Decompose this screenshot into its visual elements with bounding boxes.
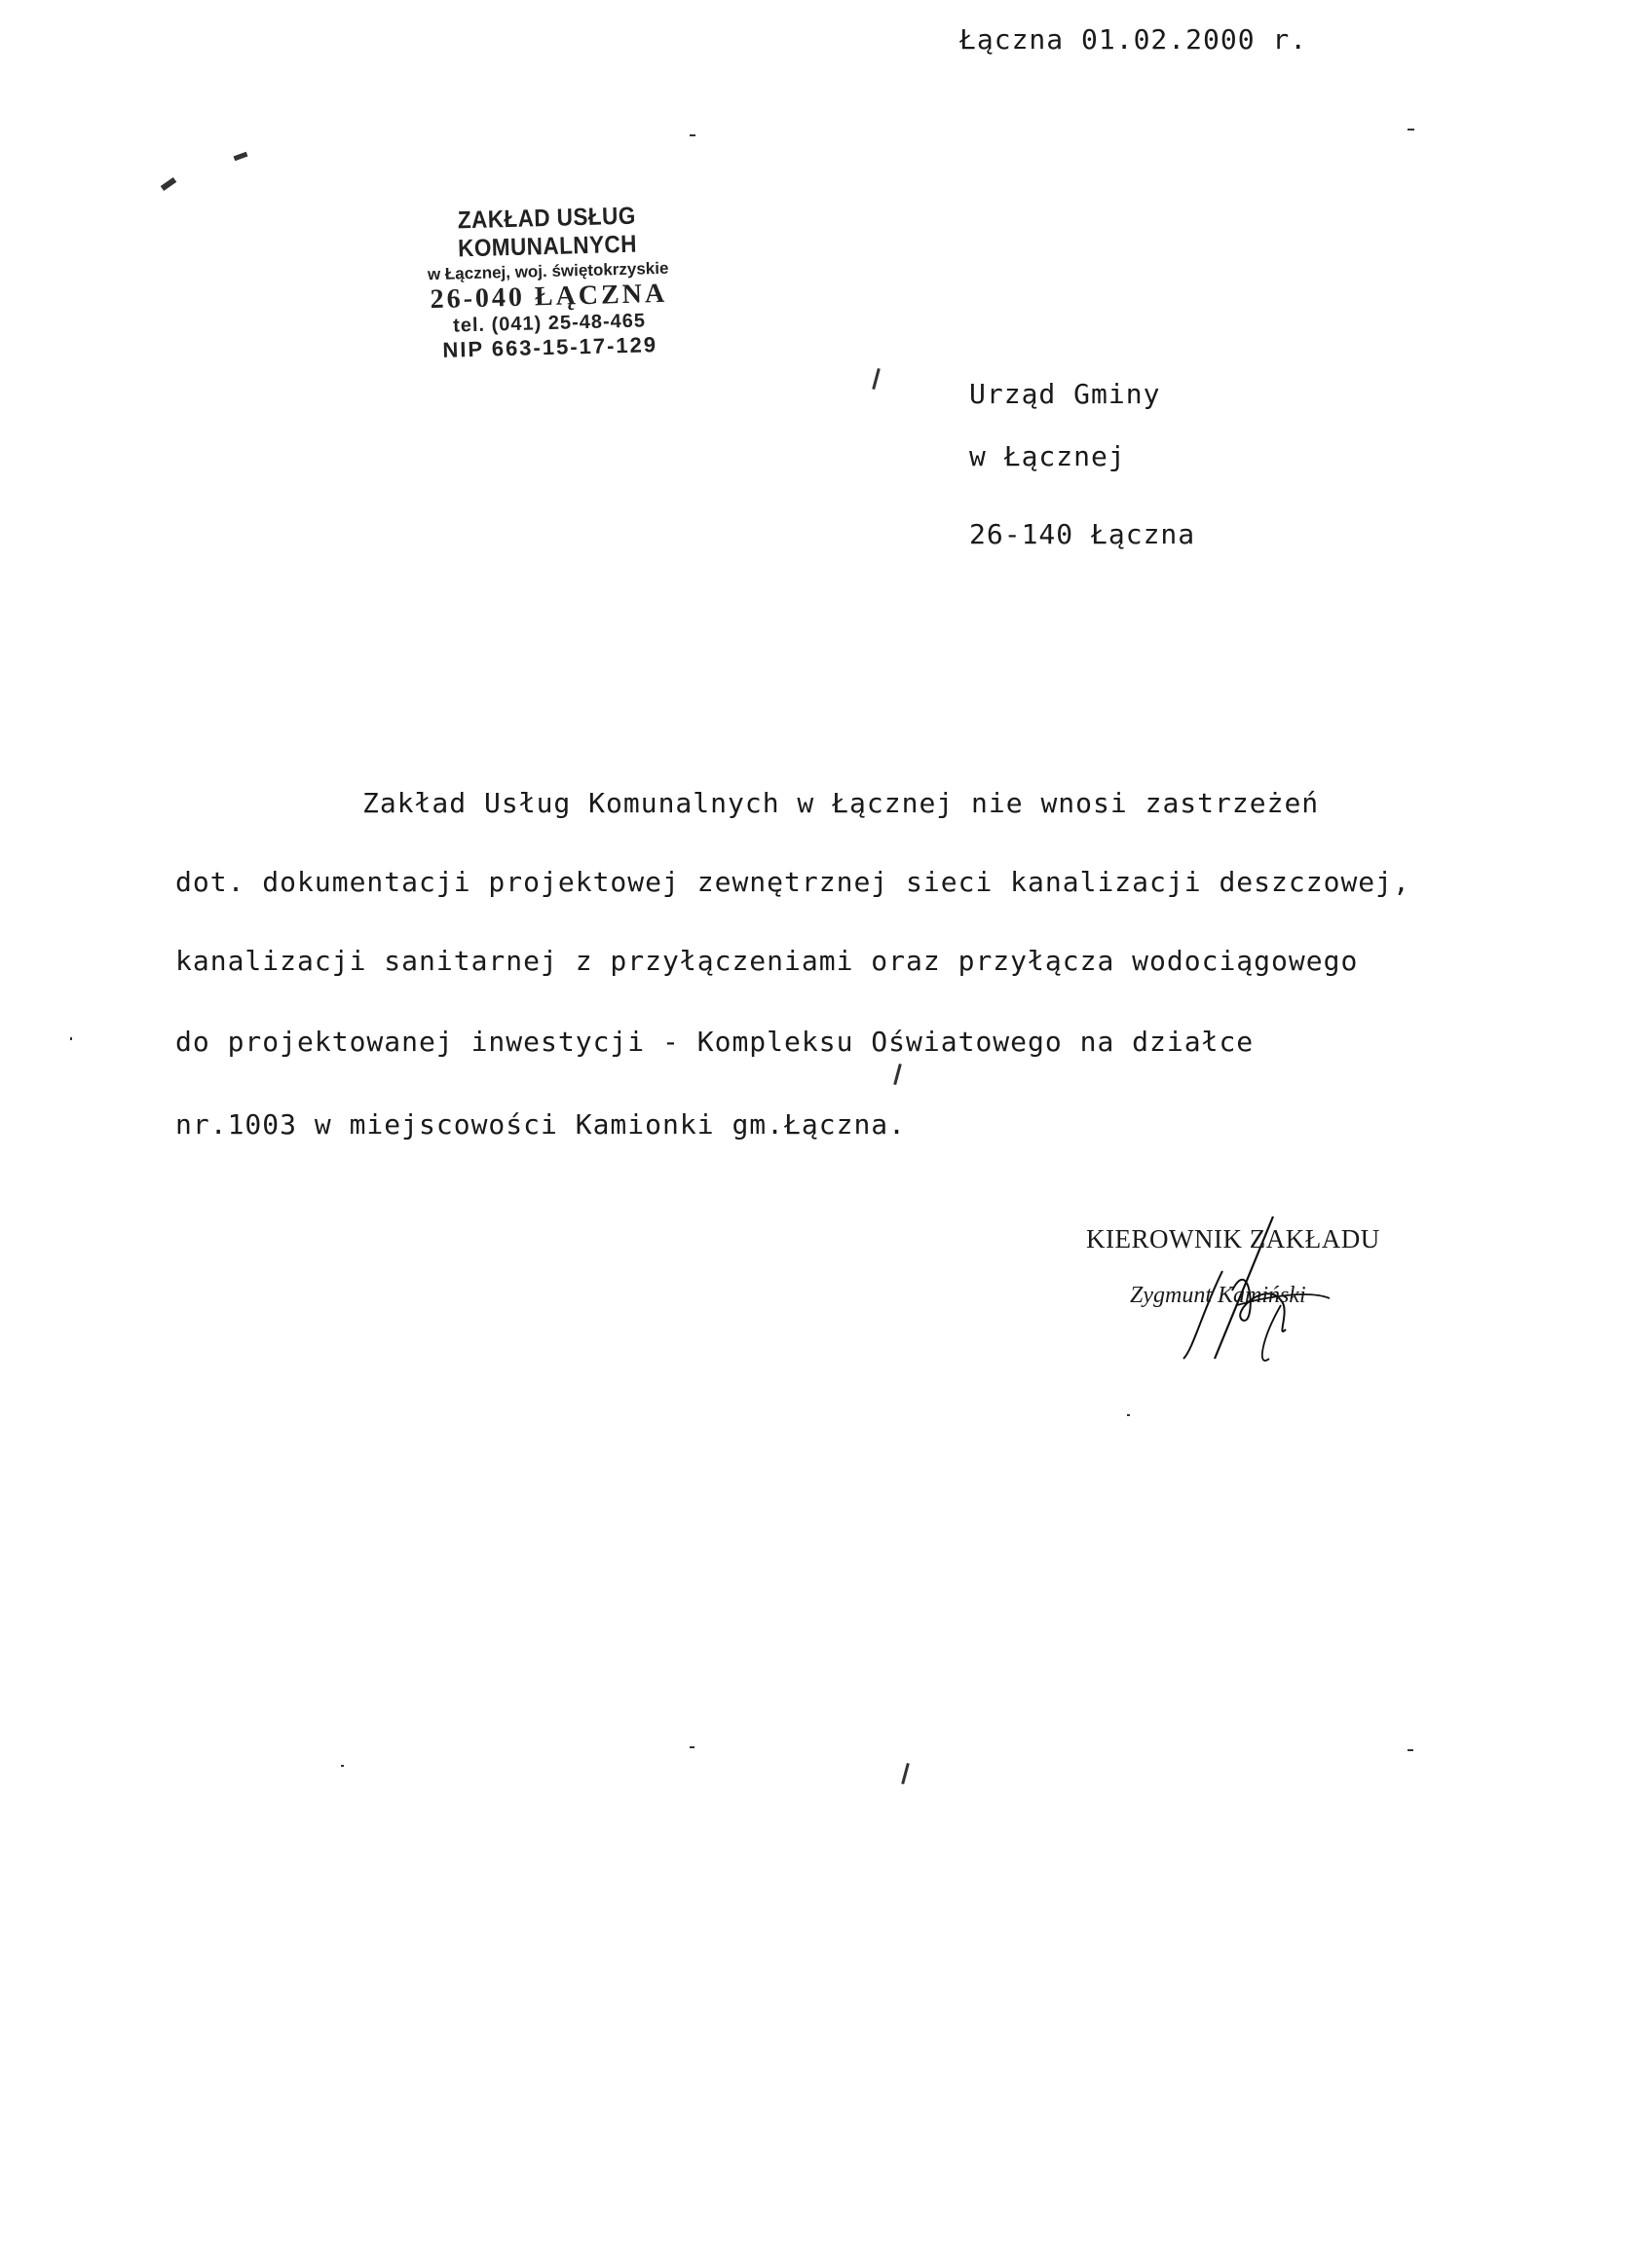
company-stamp (357, 200, 740, 365)
scan-mark (70, 1037, 72, 1040)
scan-mark (872, 368, 881, 390)
body-line-2: dot. dokumentacji projektowej zewnętrznej sieci kanalizacji deszczowej, (175, 866, 1410, 898)
scan-mark (1408, 1749, 1413, 1751)
stamp-postal-code: 26-040 ŁĄCZNA (430, 278, 668, 316)
handwritten-signature (1086, 1213, 1437, 1378)
recipient-line-1: Urząd Gminy (969, 378, 1161, 410)
body-line-3: kanalizacji sanitarnej z przyłączeniami oraz przyłącza wodociągowego (175, 945, 1359, 977)
stamp-nip: NIP 663-15-17-129 (442, 332, 658, 362)
scan-mark (341, 1765, 344, 1767)
date-line: Łączna 01.02.2000 r. (959, 23, 1308, 56)
recipient-line-3: 26-140 Łączna (969, 518, 1196, 550)
scan-mark (901, 1763, 910, 1784)
stamp-location: w Łącznej, woj. świętokrzyskie (427, 258, 669, 284)
signature-block (1086, 1213, 1437, 1378)
signature-name: Zygmunt Kamiński (1130, 1283, 1306, 1308)
scan-mark (690, 134, 695, 136)
stamp-phone: tel. (041) 25-48-465 (452, 310, 647, 337)
scan-mark (1408, 129, 1414, 131)
scan-mark (161, 177, 177, 191)
scan-mark (893, 1064, 902, 1085)
body-line-4: do projektowanej inwestycji - Kompleksu Oświatowego na działce (175, 1026, 1255, 1058)
recipient-line-2: w Łącznej (969, 440, 1126, 472)
scan-mark (690, 1746, 695, 1748)
scan-mark (1127, 1414, 1130, 1416)
scan-mark (234, 152, 248, 161)
body-line-1: Zakład Usług Komunalnych w Łącznej nie wnosi zastrzeżeń (362, 787, 1320, 819)
stamp-company-name: ZAKŁAD USŁUG KOMUNALNYCH (457, 202, 638, 263)
body-line-5: nr.1003 w miejscowości Kamionki gm.Łączna. (175, 1108, 907, 1141)
signature-title: KIEROWNIK ZAKŁADU (1086, 1224, 1380, 1253)
